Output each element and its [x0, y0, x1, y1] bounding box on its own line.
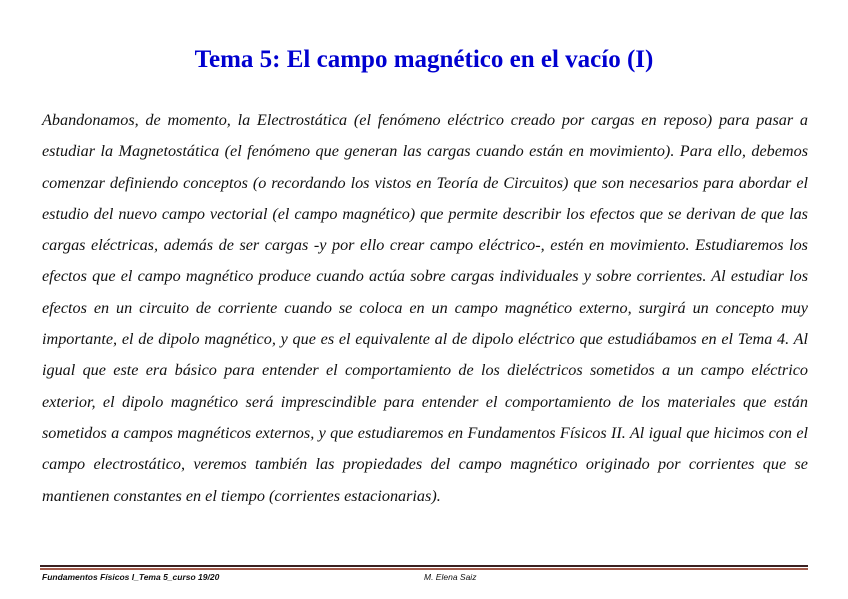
- footer-author-label: M. Elena Saiz: [424, 572, 477, 582]
- intro-paragraph: Abandonamos, de momento, la Electrostática (el fenómeno eléctrico creado por cargas en reposo) para pasar a estudiar la Magnetostática (el fenómeno que generan las cargas cuando están en movimiento). Para ello, debemos comenzar definiendo conceptos (o recordando los vistos en Teoría de Circuitos) que son necesarios para abordar el estudio del nuevo campo vectorial (el campo magnético) que permite describir los efectos que se derivan de que las cargas eléctricas, además de ser cargas -y por ello crear campo eléctrico-, estén en movimiento. Estudiaremos los efectos que el campo magnético produce cuando actúa sobre cargas individuales y sobre corrientes. Al estudiar los efectos en un circuito de corriente cuando se coloca en un campo magnético externo, surgirá un concepto muy importante, el de dipolo magnético, y que es el equivalente al de dipolo eléctrico que estudiábamos en el Tema 4. Al igual que este era básico para entender el comportamiento de los dieléctricos sometidos a un campo eléctrico exterior, el dipolo magnético será imprescindible para entender el comportamiento de los materiales que están sometidos a campos magnéticos externos, y que estudiaremos en Fundamentos Físicos II. Al igual que hicimos con el campo electrostático, veremos también las propiedades del campo magnético originado por corrientes que se mantienen constantes en el tiempo (corrientes estacionarias).: [42, 111, 808, 505]
- footer-divider-accent: [40, 568, 808, 570]
- footer-divider: [40, 565, 808, 567]
- page-title: Tema 5: El campo magnético en el vacío (I): [194, 46, 654, 73]
- footer-course-label: Fundamentos Físicos I_Tema 5_curso 19/20: [42, 572, 220, 582]
